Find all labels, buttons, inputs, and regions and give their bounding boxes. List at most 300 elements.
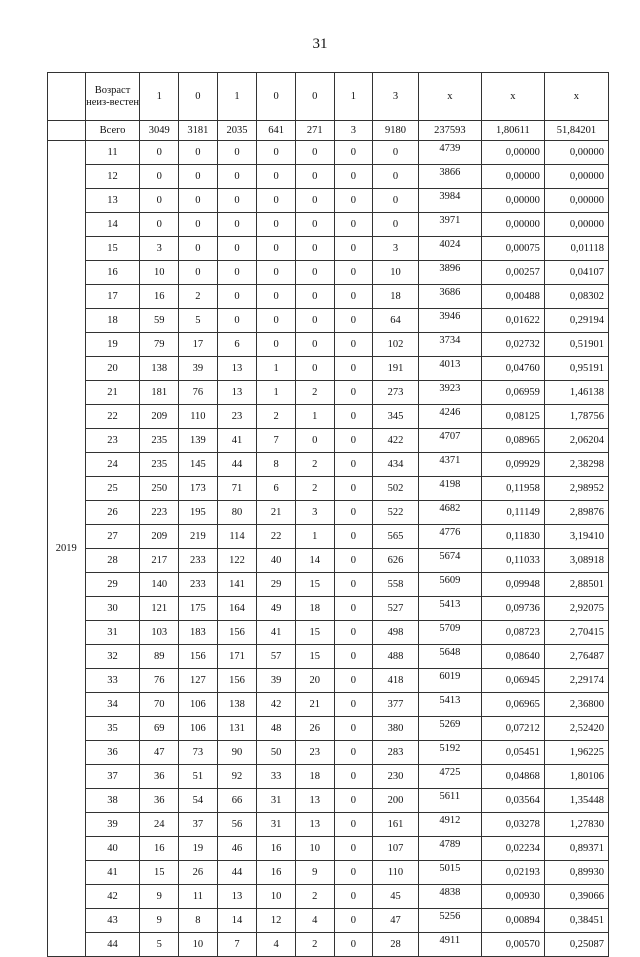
table-cell: 18 xyxy=(295,597,334,621)
table-cell: 345 xyxy=(373,405,419,429)
table-cell: 0,07212 xyxy=(481,717,544,741)
age-cell: 22 xyxy=(85,405,140,429)
table-cell: 0,06945 xyxy=(481,669,544,693)
table-cell: 0,09929 xyxy=(481,453,544,477)
table-cell: 233 xyxy=(179,573,218,597)
table-cell: 15 xyxy=(295,645,334,669)
table-row xyxy=(48,549,609,573)
table-cell: 0 xyxy=(295,429,334,453)
table-cell: 0 xyxy=(334,693,373,717)
table-cell: 1,78756 xyxy=(544,405,608,429)
table-cell: 3 xyxy=(140,237,179,261)
table-cell: 2 xyxy=(257,405,296,429)
table-cell: 3946 xyxy=(418,309,481,333)
table-cell: 6019 xyxy=(418,669,481,693)
table-cell: 64 xyxy=(373,309,419,333)
table-cell: 0 xyxy=(257,333,296,357)
table-cell: 39 xyxy=(257,669,296,693)
age-cell: 41 xyxy=(85,861,140,885)
table-cell: 39 xyxy=(179,357,218,381)
year-header-cell xyxy=(48,73,86,121)
table-cell: 0,00000 xyxy=(544,189,608,213)
table-cell: 0 xyxy=(334,885,373,909)
table-cell: 3049 xyxy=(140,121,179,141)
table-cell: 89 xyxy=(140,645,179,669)
table-cell: 4246 xyxy=(418,405,481,429)
table-cell: 0 xyxy=(334,309,373,333)
table-row xyxy=(48,789,609,813)
table-cell: 0 xyxy=(179,261,218,285)
table-row xyxy=(48,693,609,717)
table-cell: 0,08125 xyxy=(481,405,544,429)
table-cell: 0,51901 xyxy=(544,333,608,357)
table-cell: 16 xyxy=(140,285,179,309)
table-cell: 558 xyxy=(373,573,419,597)
table-cell: 0,06959 xyxy=(481,381,544,405)
table-cell: 273 xyxy=(373,381,419,405)
table-row xyxy=(48,813,609,837)
table-cell: 181 xyxy=(140,381,179,405)
table-cell: 47 xyxy=(373,909,419,933)
table-cell: 70 xyxy=(140,693,179,717)
table-cell: 15 xyxy=(295,573,334,597)
table-row xyxy=(48,573,609,597)
table-cell: 235 xyxy=(140,453,179,477)
table-cell: 0,01118 xyxy=(544,237,608,261)
table-cell: x xyxy=(544,73,608,121)
table-row xyxy=(48,261,609,285)
table-cell: 41 xyxy=(217,429,257,453)
table-row xyxy=(48,909,609,933)
table-cell: 191 xyxy=(373,357,419,381)
table-cell: 8 xyxy=(257,453,296,477)
table-cell: 14 xyxy=(295,549,334,573)
age-cell: 31 xyxy=(85,621,140,645)
age-cell: 42 xyxy=(85,885,140,909)
table-cell: 0 xyxy=(257,285,296,309)
table-cell: 0 xyxy=(334,525,373,549)
table-cell: 209 xyxy=(140,525,179,549)
table-cell: 0 xyxy=(334,741,373,765)
table-row xyxy=(48,669,609,693)
table-cell: 13 xyxy=(295,789,334,813)
table-cell: 92 xyxy=(217,765,257,789)
table-cell: 565 xyxy=(373,525,419,549)
table-cell: 4725 xyxy=(418,765,481,789)
table-cell: 223 xyxy=(140,501,179,525)
table-cell: 0 xyxy=(295,309,334,333)
table-cell: 26 xyxy=(295,717,334,741)
table-cell: 0,00000 xyxy=(481,213,544,237)
table-cell: 0,09736 xyxy=(481,597,544,621)
table-row xyxy=(48,765,609,789)
table-row xyxy=(48,525,609,549)
age-cell: 16 xyxy=(85,261,140,285)
table-cell: 4912 xyxy=(418,813,481,837)
table-cell: 0 xyxy=(140,141,179,165)
table-row xyxy=(48,933,609,957)
table-cell: 0 xyxy=(140,213,179,237)
table-cell: 0 xyxy=(257,165,296,189)
table-cell: 0,02234 xyxy=(481,837,544,861)
table-cell: 0,95191 xyxy=(544,357,608,381)
table-row xyxy=(48,213,609,237)
table-cell: 0 xyxy=(295,357,334,381)
table-cell: 45 xyxy=(373,885,419,909)
table-cell: 1,80611 xyxy=(481,121,544,141)
table-cell: 0 xyxy=(295,189,334,213)
table-cell: 0 xyxy=(257,141,296,165)
unknown-age-row xyxy=(48,73,609,121)
table-cell: 31 xyxy=(257,813,296,837)
table-cell: 90 xyxy=(217,741,257,765)
table-cell: 114 xyxy=(217,525,257,549)
table-cell: 5 xyxy=(179,309,218,333)
table-cell: 16 xyxy=(257,837,296,861)
table-cell: 4198 xyxy=(418,477,481,501)
table-cell: 0,02732 xyxy=(481,333,544,357)
table-cell: 156 xyxy=(217,669,257,693)
table-row xyxy=(48,357,609,381)
table-cell: 46 xyxy=(217,837,257,861)
table-cell: 9 xyxy=(140,909,179,933)
table-cell: 0,11958 xyxy=(481,477,544,501)
table-row xyxy=(48,165,609,189)
table-cell: 3181 xyxy=(179,121,218,141)
table-cell: 156 xyxy=(217,621,257,645)
table-cell: 2,98952 xyxy=(544,477,608,501)
table-cell: 0 xyxy=(295,237,334,261)
table-cell: 4776 xyxy=(418,525,481,549)
table-cell: 103 xyxy=(140,621,179,645)
table-cell: 15 xyxy=(295,621,334,645)
table-cell: 0 xyxy=(334,333,373,357)
table-cell: 4707 xyxy=(418,429,481,453)
table-cell: 0,04760 xyxy=(481,357,544,381)
table-cell: 2,52420 xyxy=(544,717,608,741)
table-cell: 3686 xyxy=(418,285,481,309)
table-row xyxy=(48,381,609,405)
table-cell: 1 xyxy=(257,357,296,381)
table-cell: 0 xyxy=(334,453,373,477)
table-cell: 1 xyxy=(295,525,334,549)
table-cell: 6 xyxy=(217,333,257,357)
year-cell: 2019 xyxy=(48,141,86,957)
table-cell: 10 xyxy=(179,933,218,957)
table-cell: 140 xyxy=(140,573,179,597)
table-cell: 0 xyxy=(334,285,373,309)
table-cell: 10 xyxy=(140,261,179,285)
table-cell: 1,46138 xyxy=(544,381,608,405)
table-cell: 0,00075 xyxy=(481,237,544,261)
table-cell: 0,00570 xyxy=(481,933,544,957)
table-cell: 488 xyxy=(373,645,419,669)
table-cell: 0,00000 xyxy=(544,165,608,189)
table-cell: 14 xyxy=(217,909,257,933)
table-cell: 0 xyxy=(257,309,296,333)
table-cell: 2,92075 xyxy=(544,597,608,621)
table-cell: 0,04107 xyxy=(544,261,608,285)
table-cell: 0 xyxy=(257,73,296,121)
age-cell: 32 xyxy=(85,645,140,669)
page-number: 31 xyxy=(312,36,328,52)
table-cell: 3923 xyxy=(418,381,481,405)
table-cell: 21 xyxy=(295,693,334,717)
table-cell: 0,00000 xyxy=(544,141,608,165)
table-cell: 1 xyxy=(257,381,296,405)
table-cell: 59 xyxy=(140,309,179,333)
table-cell: 0 xyxy=(334,501,373,525)
table-cell: 0,00488 xyxy=(481,285,544,309)
table-cell: 195 xyxy=(179,501,218,525)
age-cell: 18 xyxy=(85,309,140,333)
table-cell: 0 xyxy=(217,309,257,333)
table-row xyxy=(48,645,609,669)
age-cell: 17 xyxy=(85,285,140,309)
table-cell: 2 xyxy=(295,885,334,909)
table-cell: 4739 xyxy=(418,141,481,165)
table-cell: 69 xyxy=(140,717,179,741)
table-cell: 219 xyxy=(179,525,218,549)
table-cell: 0 xyxy=(295,213,334,237)
table-cell: 0 xyxy=(217,213,257,237)
age-cell: 38 xyxy=(85,789,140,813)
table-cell: 0 xyxy=(295,333,334,357)
age-cell: 37 xyxy=(85,765,140,789)
total-row xyxy=(48,121,609,141)
table-cell: 0 xyxy=(334,357,373,381)
age-cell: 20 xyxy=(85,357,140,381)
table-cell: 283 xyxy=(373,741,419,765)
table-row xyxy=(48,837,609,861)
table-cell: 5674 xyxy=(418,549,481,573)
table-cell: 10 xyxy=(257,885,296,909)
table-cell: 0 xyxy=(334,669,373,693)
age-cell: 30 xyxy=(85,597,140,621)
table-cell: x xyxy=(481,73,544,121)
table-cell: 2,38298 xyxy=(544,453,608,477)
table-cell: 0 xyxy=(295,141,334,165)
table-cell: 0 xyxy=(217,141,257,165)
table-cell: 73 xyxy=(179,741,218,765)
table-cell: 106 xyxy=(179,693,218,717)
table-row xyxy=(48,429,609,453)
table-cell: 5413 xyxy=(418,693,481,717)
table-cell: 15 xyxy=(140,861,179,885)
table-cell: 19 xyxy=(179,837,218,861)
table-cell: 0 xyxy=(179,165,218,189)
table-cell: 26 xyxy=(179,861,218,885)
table-cell: 0 xyxy=(334,237,373,261)
table-cell: 0,89371 xyxy=(544,837,608,861)
table-cell: 3866 xyxy=(418,165,481,189)
table-cell: 47 xyxy=(140,741,179,765)
table-cell: 0,00257 xyxy=(481,261,544,285)
table-cell: 4789 xyxy=(418,837,481,861)
table-cell: 20 xyxy=(295,669,334,693)
table-cell: 17 xyxy=(179,333,218,357)
age-cell: 21 xyxy=(85,381,140,405)
table-cell: 3971 xyxy=(418,213,481,237)
table-row xyxy=(48,621,609,645)
table-cell: 0 xyxy=(373,165,419,189)
table-cell: 377 xyxy=(373,693,419,717)
table-cell: 0,09948 xyxy=(481,573,544,597)
table-cell: 0 xyxy=(334,165,373,189)
table-cell: 4911 xyxy=(418,933,481,957)
table-cell: 0,08965 xyxy=(481,429,544,453)
age-cell: 14 xyxy=(85,213,140,237)
table-cell: 0 xyxy=(217,189,257,213)
table-cell: 161 xyxy=(373,813,419,837)
table-cell: 127 xyxy=(179,669,218,693)
table-cell: 3 xyxy=(295,501,334,525)
age-cell: 33 xyxy=(85,669,140,693)
table-cell: 5269 xyxy=(418,717,481,741)
table-row xyxy=(48,453,609,477)
table-cell: 0 xyxy=(295,73,334,121)
table-cell: 66 xyxy=(217,789,257,813)
table-cell: 0 xyxy=(373,189,419,213)
table-cell: 13 xyxy=(217,885,257,909)
table-cell: 498 xyxy=(373,621,419,645)
table-cell: 230 xyxy=(373,765,419,789)
table-cell: 57 xyxy=(257,645,296,669)
table-cell: 12 xyxy=(257,909,296,933)
table-cell: 13 xyxy=(217,357,257,381)
table-cell: 5648 xyxy=(418,645,481,669)
table-cell: 106 xyxy=(179,717,218,741)
table-cell: 5256 xyxy=(418,909,481,933)
table-cell: 50 xyxy=(257,741,296,765)
table-cell: 5192 xyxy=(418,741,481,765)
table-cell: 0 xyxy=(373,213,419,237)
table-cell: 235 xyxy=(140,429,179,453)
table-cell: 138 xyxy=(140,357,179,381)
table-cell: 0,06965 xyxy=(481,693,544,717)
table-cell: 0,89930 xyxy=(544,861,608,885)
table-cell: 0,03564 xyxy=(481,789,544,813)
table-cell: 0 xyxy=(217,237,257,261)
table-cell: 79 xyxy=(140,333,179,357)
table-cell: 0 xyxy=(295,285,334,309)
table-cell: 8 xyxy=(179,909,218,933)
table-cell: 80 xyxy=(217,501,257,525)
table-row xyxy=(48,717,609,741)
age-cell: 34 xyxy=(85,693,140,717)
table-cell: 0 xyxy=(334,261,373,285)
year-header-cell xyxy=(48,121,86,141)
table-cell: 16 xyxy=(140,837,179,861)
table-cell: 0 xyxy=(334,429,373,453)
table-row xyxy=(48,189,609,213)
table-row xyxy=(48,237,609,261)
age-cell: 15 xyxy=(85,237,140,261)
age-cell: 25 xyxy=(85,477,140,501)
table-cell: 422 xyxy=(373,429,419,453)
table-cell: 2,36800 xyxy=(544,693,608,717)
table-cell: 0 xyxy=(334,477,373,501)
age-cell: 40 xyxy=(85,837,140,861)
table-cell: 271 xyxy=(295,121,334,141)
table-cell: 18 xyxy=(295,765,334,789)
table-cell: 0 xyxy=(334,573,373,597)
table-cell: 527 xyxy=(373,597,419,621)
table-cell: 0,01622 xyxy=(481,309,544,333)
table-cell: 36 xyxy=(140,789,179,813)
table-cell: 5609 xyxy=(418,573,481,597)
table-cell: 16 xyxy=(257,861,296,885)
table-cell: 76 xyxy=(179,381,218,405)
table-cell: 0 xyxy=(257,237,296,261)
age-cell: 27 xyxy=(85,525,140,549)
table-cell: 3,08918 xyxy=(544,549,608,573)
table-row xyxy=(48,285,609,309)
table-cell: 7 xyxy=(257,429,296,453)
table-cell: 0 xyxy=(334,837,373,861)
table-cell: 13 xyxy=(295,813,334,837)
table-cell: 0 xyxy=(140,165,179,189)
table-cell: 56 xyxy=(217,813,257,837)
table-cell: 2 xyxy=(295,477,334,501)
table-cell: 10 xyxy=(295,837,334,861)
table-cell: 0,00000 xyxy=(481,189,544,213)
age-cell: 11 xyxy=(85,141,140,165)
table-cell: 418 xyxy=(373,669,419,693)
table-cell: 0 xyxy=(373,141,419,165)
age-cell: 35 xyxy=(85,717,140,741)
table-cell: 2,76487 xyxy=(544,645,608,669)
age-cell: 28 xyxy=(85,549,140,573)
table-cell: 4013 xyxy=(418,357,481,381)
unknown-age-label: Возраст неиз-вестен xyxy=(85,73,140,121)
table-cell: 0,11830 xyxy=(481,525,544,549)
table-cell: 0,02193 xyxy=(481,861,544,885)
age-cell: 39 xyxy=(85,813,140,837)
table-cell: 1 xyxy=(334,73,373,121)
age-cell: 23 xyxy=(85,429,140,453)
table-cell: 40 xyxy=(257,549,296,573)
table-cell: 0 xyxy=(334,141,373,165)
table-row xyxy=(48,333,609,357)
table-cell: 641 xyxy=(257,121,296,141)
table-cell: 0 xyxy=(257,261,296,285)
table-cell: 502 xyxy=(373,477,419,501)
table-cell: 2 xyxy=(295,453,334,477)
table-cell: 4 xyxy=(295,909,334,933)
table-cell: 0 xyxy=(179,189,218,213)
table-cell: 2,70415 xyxy=(544,621,608,645)
table-row xyxy=(48,405,609,429)
table-cell: 42 xyxy=(257,693,296,717)
table-cell: 0 xyxy=(334,189,373,213)
table-cell: 145 xyxy=(179,453,218,477)
table-cell: 107 xyxy=(373,837,419,861)
table-cell: 131 xyxy=(217,717,257,741)
table-cell: 141 xyxy=(217,573,257,597)
table-row xyxy=(48,597,609,621)
table-cell: 49 xyxy=(257,597,296,621)
table-cell: 0,00894 xyxy=(481,909,544,933)
table-cell: 4 xyxy=(257,933,296,957)
table-cell: 173 xyxy=(179,477,218,501)
table-cell: 4371 xyxy=(418,453,481,477)
table-cell: 0 xyxy=(334,765,373,789)
table-cell: 9 xyxy=(295,861,334,885)
table-cell: 0 xyxy=(257,189,296,213)
table-cell: 4682 xyxy=(418,501,481,525)
table-cell: 4024 xyxy=(418,237,481,261)
